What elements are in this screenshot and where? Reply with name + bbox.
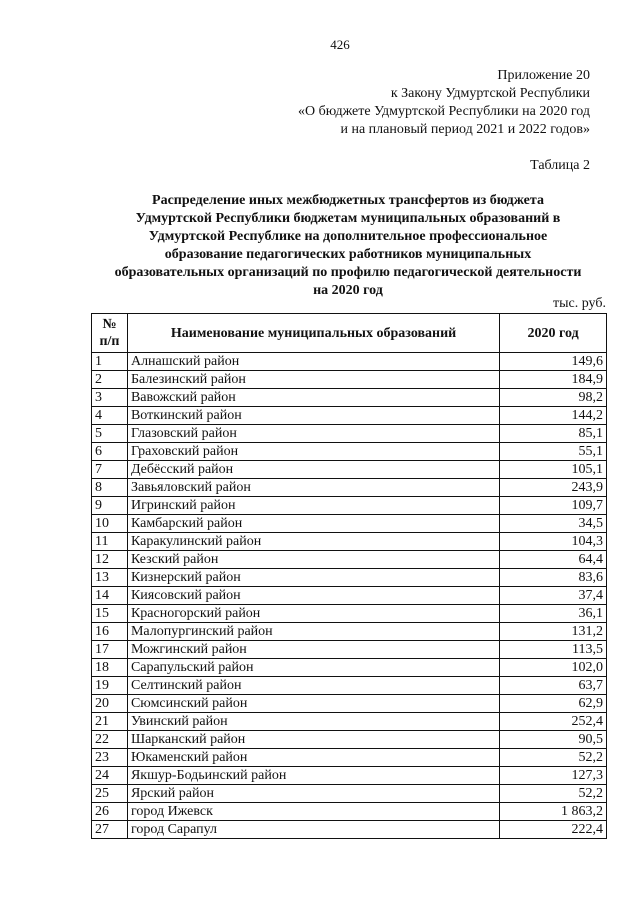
amount-cell: 98,2 xyxy=(500,389,607,407)
table-row xyxy=(92,569,607,587)
municipality-name-cell: Киясовский район xyxy=(127,587,499,605)
table-row xyxy=(92,443,607,461)
row-number-cell: 13 xyxy=(92,569,128,587)
row-number-cell: 21 xyxy=(92,713,128,731)
row-number-cell: 3 xyxy=(92,389,128,407)
appendix-line: к Закону Удмуртской Республики xyxy=(390,86,590,101)
amount-cell: 1 863,2 xyxy=(500,803,607,821)
table-row xyxy=(92,533,607,551)
municipality-name-cell: Юкаменский район xyxy=(127,749,499,767)
appendix-note xyxy=(298,67,590,139)
amount-cell: 105,1 xyxy=(500,461,607,479)
amount-cell: 184,9 xyxy=(500,371,607,389)
table-row xyxy=(92,731,607,749)
municipality-name-cell: Сарапульский район xyxy=(127,659,499,677)
municipality-name-cell: Малопургинский район xyxy=(127,623,499,641)
municipality-name-cell: Каракулинский район xyxy=(127,533,499,551)
column-header-number xyxy=(92,314,128,353)
row-number-cell: 12 xyxy=(92,551,128,569)
amount-cell: 149,6 xyxy=(500,353,607,371)
heading-line: образование педагогических работников муниципальных xyxy=(164,247,532,262)
amount-cell: 63,7 xyxy=(500,677,607,695)
transfers-table xyxy=(91,313,607,839)
amount-cell: 64,4 xyxy=(500,551,607,569)
row-number-cell: 19 xyxy=(92,677,128,695)
municipality-name-cell: Ярский район xyxy=(127,785,499,803)
amount-cell: 144,2 xyxy=(500,407,607,425)
municipality-name-cell: город Ижевск xyxy=(127,803,499,821)
row-number-cell: 20 xyxy=(92,695,128,713)
amount-cell: 127,3 xyxy=(500,767,607,785)
municipality-name-cell: Вавожский район xyxy=(127,389,499,407)
municipality-name-cell: Камбарский район xyxy=(127,515,499,533)
amount-cell: 104,3 xyxy=(500,533,607,551)
amount-cell: 36,1 xyxy=(500,605,607,623)
heading-line: образовательных организаций по профилю педагогической деятельности xyxy=(114,265,582,280)
row-number-cell: 9 xyxy=(92,497,128,515)
header-number-line: № xyxy=(102,317,117,332)
row-number-cell: 1 xyxy=(92,353,128,371)
amount-cell: 37,4 xyxy=(500,587,607,605)
table-row xyxy=(92,803,607,821)
amount-cell: 62,9 xyxy=(500,695,607,713)
municipality-name-cell: город Сарапул xyxy=(127,821,499,839)
table-row xyxy=(92,551,607,569)
heading-line: Удмуртской Республики бюджетам муниципальных образований в xyxy=(135,211,561,226)
table-row xyxy=(92,461,607,479)
amount-cell: 109,7 xyxy=(500,497,607,515)
municipality-name-cell: Якшур-Бодьинский район xyxy=(127,767,499,785)
table-label: Таблица 2 xyxy=(530,158,590,173)
municipality-name-cell: Кезский район xyxy=(127,551,499,569)
row-number-cell: 23 xyxy=(92,749,128,767)
amount-cell: 113,5 xyxy=(500,641,607,659)
amount-cell: 102,0 xyxy=(500,659,607,677)
amount-cell: 85,1 xyxy=(500,425,607,443)
row-number-cell: 11 xyxy=(92,533,128,551)
municipality-name-cell: Увинский район xyxy=(127,713,499,731)
row-number-cell: 2 xyxy=(92,371,128,389)
row-number-cell: 18 xyxy=(92,659,128,677)
table-row xyxy=(92,695,607,713)
amount-cell: 52,2 xyxy=(500,785,607,803)
table-row xyxy=(92,605,607,623)
table-row xyxy=(92,389,607,407)
row-number-cell: 14 xyxy=(92,587,128,605)
amount-cell: 131,2 xyxy=(500,623,607,641)
municipality-name-cell: Сюмсинский район xyxy=(127,695,499,713)
row-number-cell: 25 xyxy=(92,785,128,803)
heading-line: Распределение иных межбюджетных трансфертов из бюджета xyxy=(152,193,544,208)
row-number-cell: 4 xyxy=(92,407,128,425)
municipality-name-cell: Воткинский район xyxy=(127,407,499,425)
table-row xyxy=(92,785,607,803)
table-row xyxy=(92,407,607,425)
amount-cell: 222,4 xyxy=(500,821,607,839)
header-number-line: п/п xyxy=(99,334,120,349)
row-number-cell: 5 xyxy=(92,425,128,443)
municipality-name-cell: Завьяловский район xyxy=(127,479,499,497)
row-number-cell: 7 xyxy=(92,461,128,479)
column-header-name: Наименование муниципальных образований xyxy=(127,314,499,353)
table-row xyxy=(92,515,607,533)
units-label: тыс. руб. xyxy=(553,296,606,311)
table-row xyxy=(92,767,607,785)
page-number: 426 xyxy=(330,37,350,52)
amount-cell: 83,6 xyxy=(500,569,607,587)
municipality-name-cell: Кизнерский район xyxy=(127,569,499,587)
municipality-name-cell: Селтинский район xyxy=(127,677,499,695)
municipality-name-cell: Балезинский район xyxy=(127,371,499,389)
table-row xyxy=(92,425,607,443)
municipality-name-cell: Красногорский район xyxy=(127,605,499,623)
row-number-cell: 24 xyxy=(92,767,128,785)
municipality-name-cell: Игринский район xyxy=(127,497,499,515)
row-number-cell: 27 xyxy=(92,821,128,839)
appendix-line: Приложение 20 xyxy=(497,68,590,83)
table-row xyxy=(92,659,607,677)
table-header-row xyxy=(92,314,607,353)
table-row xyxy=(92,677,607,695)
heading-line: на 2020 год xyxy=(313,283,383,298)
row-number-cell: 10 xyxy=(92,515,128,533)
amount-cell: 90,5 xyxy=(500,731,607,749)
column-header-year: 2020 год xyxy=(500,314,607,353)
amount-cell: 55,1 xyxy=(500,443,607,461)
municipality-name-cell: Дебёсский район xyxy=(127,461,499,479)
appendix-line: и на плановый период 2021 и 2022 годов» xyxy=(340,122,590,137)
row-number-cell: 26 xyxy=(92,803,128,821)
table-row xyxy=(92,479,607,497)
amount-cell: 52,2 xyxy=(500,749,607,767)
table-row xyxy=(92,623,607,641)
table-row xyxy=(92,821,607,839)
heading-line: Удмуртской Республике на дополнительное профессиональное xyxy=(148,229,548,244)
amount-cell: 243,9 xyxy=(500,479,607,497)
table-row xyxy=(92,587,607,605)
table-row xyxy=(92,497,607,515)
table-body xyxy=(92,353,607,839)
municipality-name-cell: Граховский район xyxy=(127,443,499,461)
appendix-line: «О бюджете Удмуртской Республики на 2020 год xyxy=(297,104,590,119)
municipality-name-cell: Можгинский район xyxy=(127,641,499,659)
row-number-cell: 22 xyxy=(92,731,128,749)
table-row xyxy=(92,749,607,767)
document-heading xyxy=(88,192,608,300)
municipality-name-cell: Алнашский район xyxy=(127,353,499,371)
municipality-name-cell: Шарканский район xyxy=(127,731,499,749)
row-number-cell: 16 xyxy=(92,623,128,641)
table-row xyxy=(92,371,607,389)
table-row xyxy=(92,641,607,659)
table-row xyxy=(92,353,607,371)
row-number-cell: 6 xyxy=(92,443,128,461)
table-row xyxy=(92,713,607,731)
amount-cell: 252,4 xyxy=(500,713,607,731)
amount-cell: 34,5 xyxy=(500,515,607,533)
municipality-name-cell: Глазовский район xyxy=(127,425,499,443)
row-number-cell: 17 xyxy=(92,641,128,659)
row-number-cell: 8 xyxy=(92,479,128,497)
row-number-cell: 15 xyxy=(92,605,128,623)
